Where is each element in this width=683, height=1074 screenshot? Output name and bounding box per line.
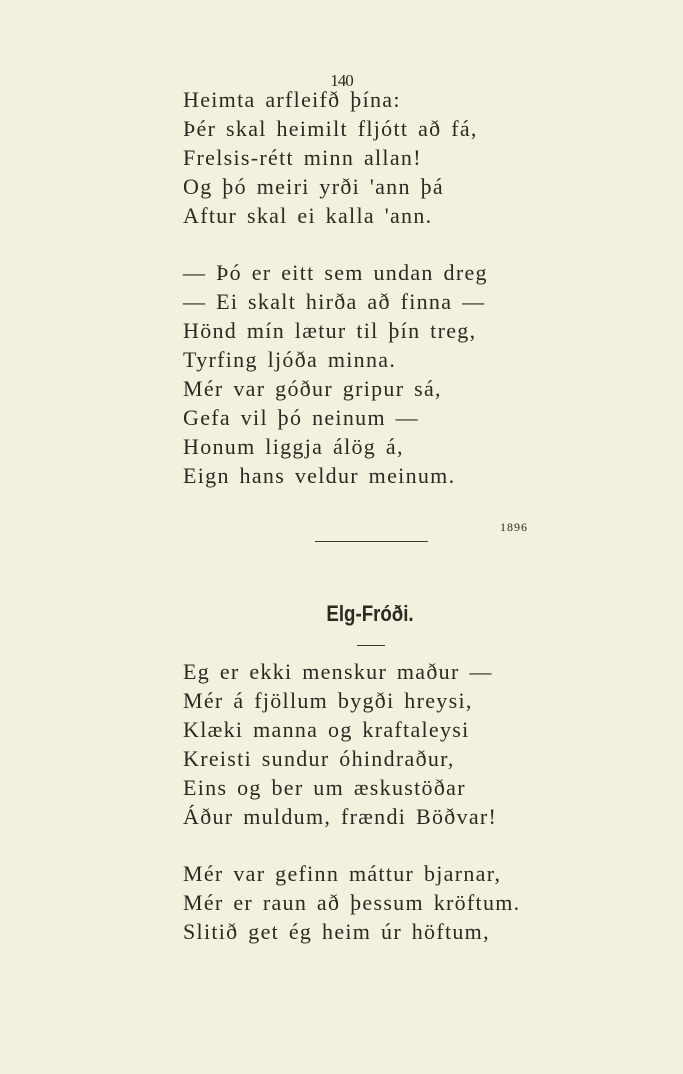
- poem2-stanza-1: [183, 657, 497, 831]
- verse-line: Heimta arfleifð þína:: [183, 87, 401, 112]
- section-divider: [315, 541, 428, 542]
- poem2-stanza-2: [183, 859, 520, 946]
- verse-line: — Þó er eitt sem undan dreg: [183, 260, 488, 285]
- poem1-stanza-1: [183, 85, 478, 230]
- verse-line: Mér var góður gripur sá,: [183, 376, 442, 401]
- verse-line: Þér skal heimilt fljótt að fá,: [183, 116, 478, 141]
- verse-line: Honum liggja álög á,: [183, 434, 404, 459]
- verse-line: Mér er raun að þessum kröftum.: [183, 890, 521, 915]
- verse-line: — Ei skalt hirða að finna —: [183, 289, 486, 314]
- verse-line: Mér á fjöllum bygði hreysi,: [183, 688, 473, 713]
- verse-line: Slitið get ég heim úr höftum,: [183, 919, 490, 944]
- verse-line: Eign hans veldur meinum.: [183, 463, 456, 488]
- poem-title: Elg-Fróði.: [326, 601, 414, 626]
- verse-line: Kreisti sundur óhindraður,: [183, 746, 455, 771]
- verse-line: Tyrfing ljóða minna.: [183, 347, 397, 372]
- poem1-stanza-2: [183, 258, 488, 490]
- page-number: 140: [330, 71, 353, 90]
- verse-line: Aftur skal ei kalla 'ann.: [183, 203, 433, 228]
- poem-date: 1896: [500, 520, 528, 534]
- verse-line: Eg er ekki menskur maður —: [183, 659, 493, 684]
- verse-line: Hönd mín lætur til þín treg,: [183, 318, 477, 343]
- verse-line: Frelsis-rétt minn allan!: [183, 145, 422, 170]
- verse-line: Klæki manna og kraftaleysi: [183, 717, 470, 742]
- title-rule: [357, 645, 385, 646]
- verse-line: Gefa vil þó neinum —: [183, 405, 419, 430]
- verse-line: Áður muldum, frændi Böðvar!: [183, 804, 498, 829]
- verse-line: Og þó meiri yrði 'ann þá: [183, 174, 444, 199]
- verse-line: Mér var gefinn máttur bjarnar,: [183, 861, 502, 886]
- verse-line: Eins og ber um æskustöðar: [183, 775, 466, 800]
